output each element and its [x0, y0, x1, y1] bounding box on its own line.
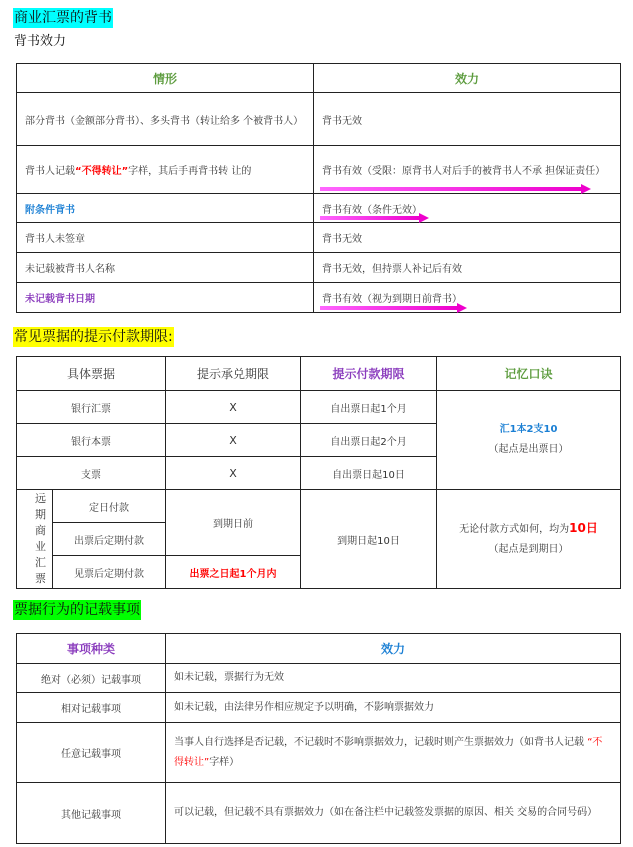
- highlight-10-days: 10日: [569, 521, 598, 535]
- item-type-cell: 其他记载事项: [17, 783, 166, 844]
- effect-cell: [166, 723, 621, 783]
- mnemonic-text-pre: 无论付款方式如何，均为: [459, 524, 570, 535]
- header-item-type: 事项种类: [17, 634, 166, 664]
- group-label-char: 商: [35, 524, 46, 537]
- effect-cell: 如未记载，票据行为无效: [166, 664, 621, 693]
- mnemonic-note: （起点是出票日）: [488, 444, 569, 455]
- table-row: [17, 253, 621, 283]
- header-mnemonic: 记忆口诀: [437, 357, 621, 391]
- payment-cell: 自出票日起10日: [301, 457, 437, 490]
- mnemonic-cell: [437, 391, 621, 490]
- table-row: [17, 194, 621, 223]
- section-title-recording-items: 票据行为的记载事项: [14, 602, 140, 618]
- effect-text: 字样）: [209, 756, 240, 768]
- item-type-cell: 相对记载事项: [17, 693, 166, 723]
- header-acceptance-period: 提示承兑期限: [166, 357, 301, 391]
- effect-text: 背书有效（受限：原背书人对后手的被背书人不承 担保证责任）: [322, 166, 606, 177]
- bill-cell: 定日付款: [53, 490, 166, 523]
- effect-cell: 如未记载，由法律另作相应规定予以明确，不影响票据效力: [166, 693, 621, 723]
- effect-cell: 背书无效: [314, 93, 621, 146]
- table-row: [17, 146, 621, 194]
- table-row: [17, 391, 621, 424]
- section-subtitle-endorsement-effect: 背书效力: [14, 34, 67, 49]
- payment-cell: 自出票日起1个月: [301, 391, 437, 424]
- situation-cell: 未记载背书日期: [17, 283, 314, 313]
- header-payment-period: 提示付款期限: [301, 357, 437, 391]
- header-effect: 效力: [166, 634, 621, 664]
- table-row: [17, 490, 621, 523]
- group-label-commercial-draft: [17, 490, 53, 589]
- effect-text: 当事人自行选择是否记载，不记载时不影响票据效力，记载时则产生票据效力（如背书人记载: [174, 736, 584, 748]
- item-type-cell: 绝对（必须）记载事项: [17, 664, 166, 693]
- situation-cell: 部分背书（金额部分背书）、多头背书（转让给多 个被背书人）: [17, 93, 314, 146]
- group-label-char: 业: [35, 540, 46, 553]
- table-header-row: [17, 634, 621, 664]
- arrow-right-icon: [320, 306, 458, 310]
- arrow-right-icon: [320, 187, 582, 191]
- situation-cell: 背书人未签章: [17, 223, 314, 253]
- payment-cell: 到期日起10日: [301, 490, 437, 589]
- acceptance-cell: X: [166, 391, 301, 424]
- table-row: [17, 693, 621, 723]
- effect-cell: [314, 146, 621, 194]
- endorsement-effect-table: [16, 63, 621, 313]
- bill-cell: 见票后定期付款: [53, 556, 166, 589]
- effect-text: 背书有效（视为到期日前背书）: [322, 294, 462, 305]
- situation-text: 字样，其后手再背书转 让的: [128, 166, 252, 177]
- effect-cell: 可以记载，但记载不具有票据效力（如在备注栏中记载签发票据的原因、相关 交易的合同号码）: [166, 783, 621, 844]
- situation-cell: 附条件背书: [17, 194, 314, 223]
- table-row: [17, 93, 621, 146]
- mnemonic-cell: [437, 490, 621, 589]
- group-label-char: 票: [35, 572, 46, 585]
- effect-cell: 背书无效: [314, 223, 621, 253]
- arrow-right-icon: [320, 216, 420, 220]
- recording-items-table: [16, 633, 621, 844]
- effect-cell: [314, 194, 621, 223]
- table-row: [17, 723, 621, 783]
- mnemonic-text: [437, 518, 620, 540]
- header-bill-type: 具体票据: [17, 357, 166, 391]
- acceptance-cell: X: [166, 424, 301, 457]
- table-header-row: [17, 357, 621, 391]
- bill-cell: 支票: [17, 457, 166, 490]
- bill-cell: 银行本票: [17, 424, 166, 457]
- effect-cell: 背书无效，但持票人补记后有效: [314, 253, 621, 283]
- acceptance-cell: 出票之日起1个月内: [166, 556, 301, 589]
- situation-cell: 未记载被背书人名称: [17, 253, 314, 283]
- mnemonic-note: （起点是到期日）: [488, 544, 569, 555]
- situation-text: 背书人记载: [25, 166, 75, 177]
- table-row: [17, 223, 621, 253]
- acceptance-cell: 到期日前: [166, 490, 301, 556]
- table-row: [17, 664, 621, 693]
- group-label-char: 远: [35, 492, 46, 505]
- mnemonic-text: 汇1本2支10: [499, 424, 558, 435]
- situation-cell: [17, 146, 314, 194]
- header-effect: 效力: [314, 64, 621, 93]
- header-situation: 情形: [17, 64, 314, 93]
- payment-period-table: [16, 356, 621, 589]
- section-title-payment-period: 常见票据的提示付款期限:: [14, 329, 173, 345]
- group-label-char: 汇: [35, 556, 46, 569]
- highlight-no-transfer: “不得转让”: [75, 166, 129, 177]
- group-label-char: 期: [35, 508, 46, 521]
- table-row: [17, 283, 621, 313]
- bill-cell: 银行汇票: [17, 391, 166, 424]
- section-title-endorsement: 商业汇票的背书: [14, 10, 112, 26]
- table-header-row: [17, 64, 621, 93]
- acceptance-cell: X: [166, 457, 301, 490]
- highlight-no-transfer: “不得转让”: [174, 736, 603, 768]
- effect-cell: [314, 283, 621, 313]
- effect-text: 背书有效（条件无效）: [322, 204, 422, 216]
- bill-cell: 出票后定期付款: [53, 523, 166, 556]
- table-row: [17, 783, 621, 844]
- payment-cell: 自出票日起2个月: [301, 424, 437, 457]
- item-type-cell: 任意记载事项: [17, 723, 166, 783]
